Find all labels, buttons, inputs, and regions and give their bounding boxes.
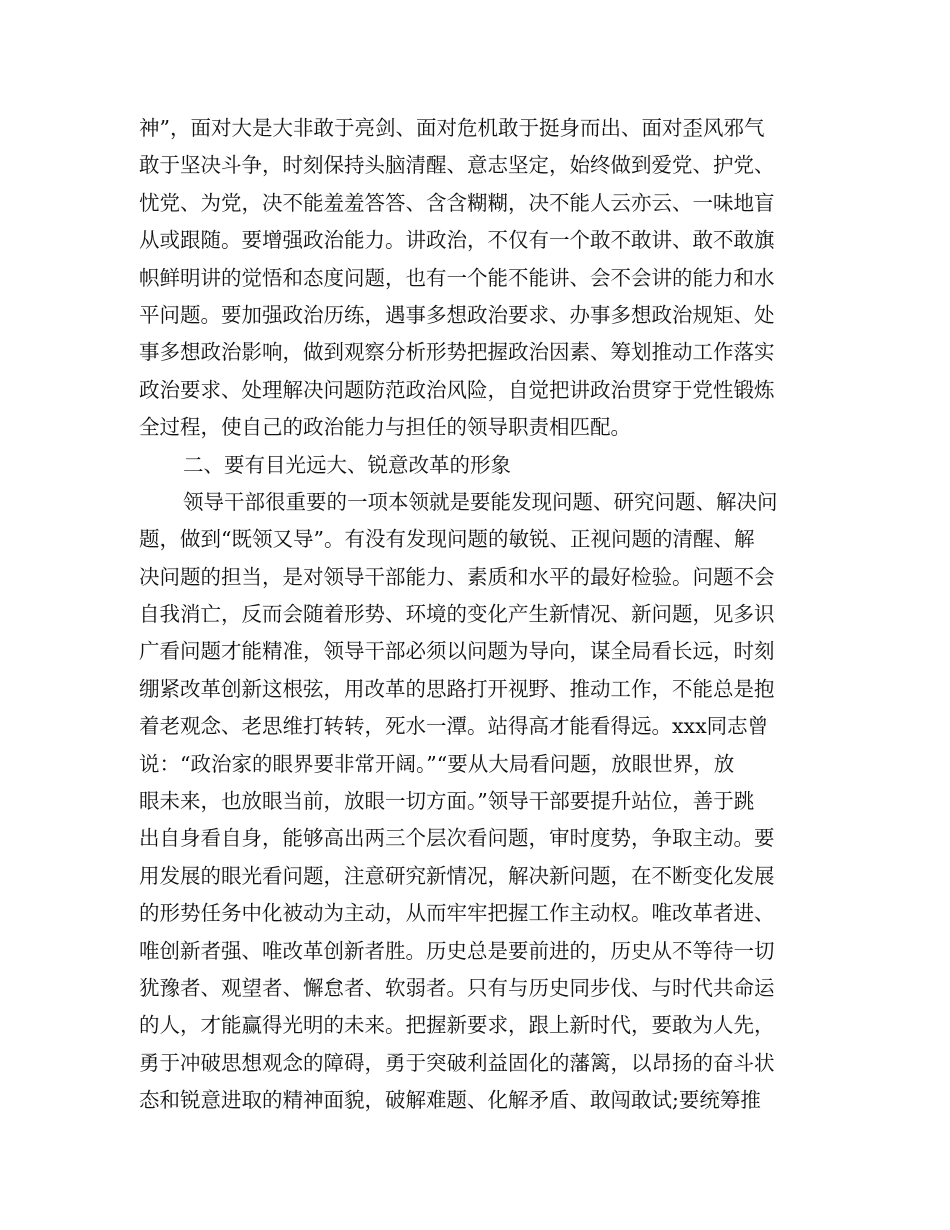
paragraph-line: 唯创新者强、唯改革创新者胜。历史总是要前进的，历史从不等待一切 (139, 938, 775, 963)
paragraph-line: 的人，才能赢得光明的未来。把握新要求，跟上新时代，要敢为人先， (139, 1013, 775, 1038)
paragraph-line: 敢于坚决斗争，时刻保持头脑清醒、意志坚定，始终做到爱党、护党、 (139, 153, 775, 178)
paragraph-line: 态和锐意进取的精神面貌，破解难题、化解矛盾、敢闯敢试;要统筹推 (139, 1088, 761, 1113)
paragraph-line: 从或跟随。要增强政治能力。讲政治，不仅有一个敢不敢讲、敢不敢旗 (139, 228, 775, 253)
paragraph-line: 眼未来，也放眼当前，放眼一切方面。”领导干部要提升站位，善于跳 (139, 789, 755, 814)
paragraph-line: 广看问题才能精准，领导干部必须以问题为导向，谋全局看长远，时刻 (139, 639, 775, 664)
paragraph-line: 的形势任务中化被动为主动，从而牢牢把握工作主动权。唯改革者进、 (139, 901, 775, 926)
paragraph-line: 绷紧改革创新这根弦，用改革的思路打开视野、推动工作，不能总是抱 (139, 676, 775, 701)
paragraph-line: 决问题的担当，是对领导干部能力、素质和水平的最好检验。问题不会 (139, 564, 775, 589)
paragraph-line: 平问题。要加强政治历练，遇事多想政治要求、办事多想政治规矩、处 (139, 302, 775, 327)
paragraph-line: 神”，面对大是大非敢于亮剑、面对危机敢于挺身而出、面对歪风邪气 (139, 116, 765, 140)
paragraph-line: 用发展的眼光看问题，注意研究新情况，解决新问题，在不断变化发展 (139, 863, 775, 888)
paragraph-line: 政治要求、处理解决问题防范政治风险，自觉把讲政治贯穿于党性锻炼 (139, 377, 775, 402)
paragraph-line: 犹豫者、观望者、懈怠者、软弱者。只有与历史同步伐、与时代共命运 (139, 975, 775, 1000)
paragraph-line: 帜鲜明讲的觉悟和态度问题，也有一个能不能讲、会不会讲的能力和水 (139, 265, 775, 290)
paragraph-line: 全过程，使自己的政治能力与担任的领导职责相匹配。 (139, 415, 631, 440)
paragraph-line: 事多想政治影响，做到观察分析形势把握政治因素、筹划推动工作落实 (139, 340, 775, 365)
paragraph-line: 着老观念、老思维打转转，死水一潭。站得高才能看得远。xxx同志曾 (139, 714, 769, 739)
paragraph-line: 忧党、为党，决不能羞羞答答、含含糊糊，决不能人云亦云、一味地盲 (139, 190, 775, 215)
paragraph-line: 出自身看自身，能够高出两三个层次看问题，审时度势，争取主动。要 (139, 826, 775, 851)
section-heading: 二、要有目光远大、锐意改革的形象 (183, 452, 511, 477)
paragraph-line: 题，做到“既领又导”。有没有发现问题的敏锐、正视问题的清醒、解 (139, 527, 755, 552)
paragraph-line: 说：“政治家的眼界要非常开阔。”“要从大局看问题，放眼世界，放 (139, 751, 735, 776)
paragraph-line: 领导干部很重要的一项本领就是要能发现问题、研究问题、解决问 (183, 489, 778, 514)
paragraph-line: 自我消亡，反而会随着形势、环境的变化产生新情况、新问题，见多识 (139, 602, 775, 627)
document-body (139, 110, 829, 1120)
paragraph-line: 勇于冲破思想观念的障碍，勇于突破利益固化的藩篱，以昂扬的奋斗状 (139, 1050, 775, 1075)
